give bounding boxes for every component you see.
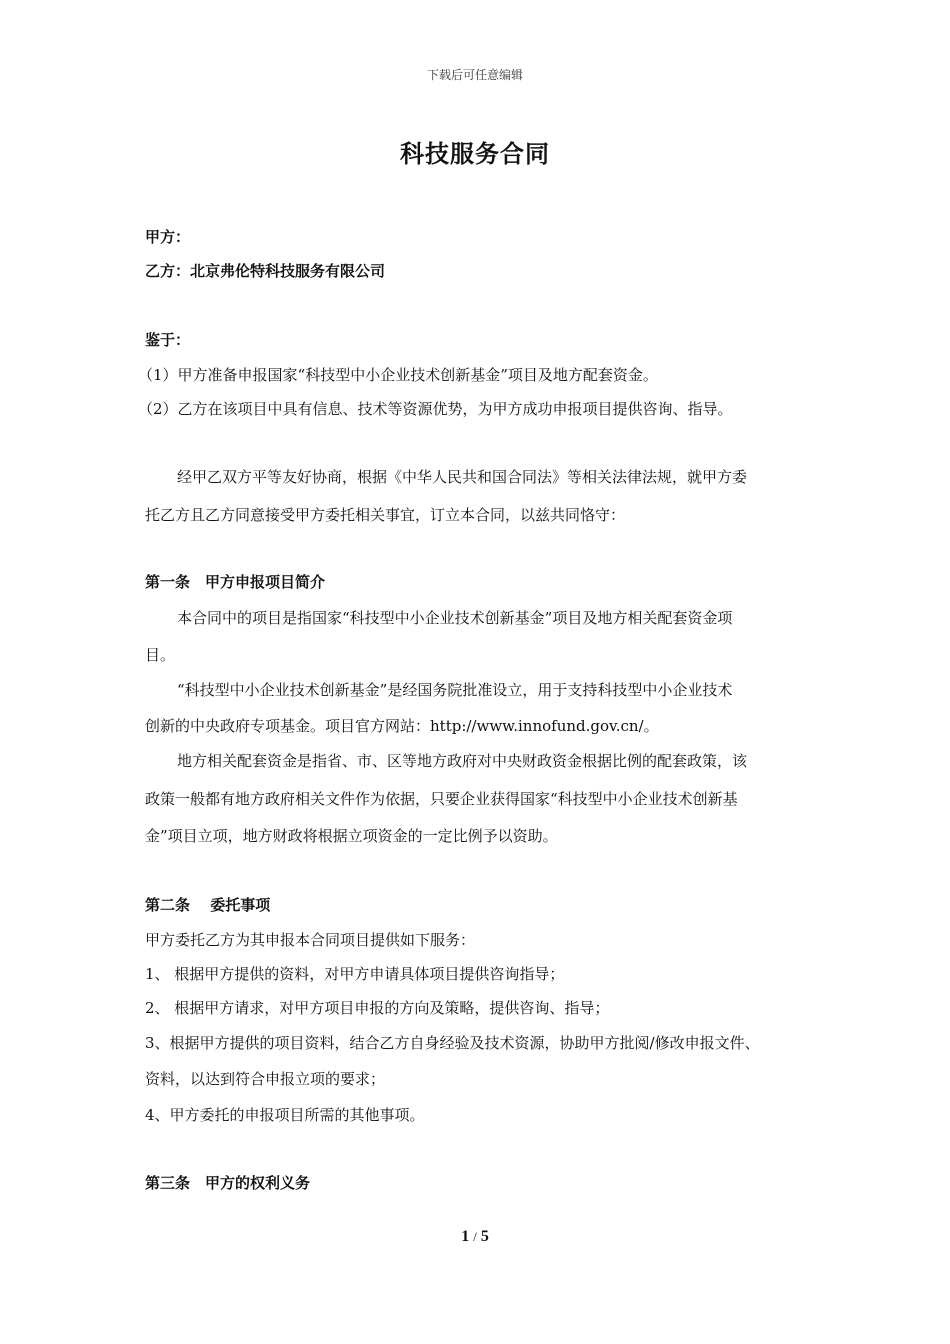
page-separator: / <box>473 1229 477 1244</box>
intro-line-2: 托乙方且乙方同意接受甲方委托相关事宜，订立本合同，以兹共同恪守： <box>145 506 626 524</box>
article-3-heading: 第三条 甲方的权利义务 <box>145 1174 311 1192</box>
article-1-heading: 第一条 甲方申报项目简介 <box>145 573 326 591</box>
party-a-label: 甲方： <box>145 228 191 246</box>
whereas-heading: 鉴于： <box>145 331 191 349</box>
article-1-p3-line-1: 地方相关配套资金是指省、市、区等地方政府对中央财政资金根据比例的配套政策，该 <box>177 752 748 770</box>
article-2-item-4: 4、甲方委托的申报项目所需的其他事项。 <box>145 1106 425 1124</box>
current-page: 1 <box>461 1228 470 1245</box>
article-2-lead: 甲方委托乙方为其申报本合同项目提供如下服务： <box>145 931 476 949</box>
article-1-p1-line-1: 本合同中的项目是指国家“科技型中小企业技术创新基金”项目及地方相关配套资金项 <box>177 609 733 627</box>
party-b-label: 乙方：北京弗伦特科技服务有限公司 <box>145 262 386 280</box>
article-1-p3-line-3: 金”项目立项，地方财政将根据立项资金的一定比例予以资助。 <box>145 827 558 845</box>
page-header: 下载后可任意编辑 <box>426 68 523 82</box>
article-2-item-3-line-2: 资料，以达到符合申报立项的要求； <box>145 1070 386 1088</box>
article-2-heading: 第二条 委托事项 <box>145 896 271 914</box>
article-2-item-2: 2、 根据甲方请求，对甲方项目申报的方向及策略，提供咨询、指导； <box>145 999 610 1017</box>
page-number <box>0 1228 950 1246</box>
article-2-item-1: 1、 根据甲方提供的资料，对甲方申请具体项目提供咨询指导； <box>145 965 565 983</box>
article-1-p1-line-2: 目。 <box>145 646 176 664</box>
whereas-item-1: （1）甲方准备申报国家“科技型中小企业技术创新基金”项目及地方配套资金。 <box>138 366 658 384</box>
total-pages: 5 <box>480 1228 489 1245</box>
document-title: 科技服务合同 <box>400 140 550 168</box>
whereas-item-2: （2）乙方在该项目中具有信息、技术等资源优势，为甲方成功申报项目提供咨询、指导。 <box>138 400 733 418</box>
article-1-p3-line-2: 政策一般都有地方政府相关文件作为依据，只要企业获得国家“科技型中小企业技术创新基 <box>145 790 738 808</box>
article-2-item-3-line-1: 3、根据甲方提供的项目资料，结合乙方自身经验及技术资源，协助甲方批阅/修改申报文件、 <box>145 1034 760 1052</box>
article-1-p2-line-2: 创新的中央政府专项基金。项目官方网站：http://www.innofund.gov.cn/。 <box>145 717 659 735</box>
article-1-p2-line-1: “科技型中小企业技术创新基金”是经国务院批准设立，用于支持科技型中小企业技术 <box>177 681 733 699</box>
intro-line-1: 经甲乙双方平等友好协商，根据《中华人民共和国合同法》等相关法律法规，就甲方委 <box>177 468 748 486</box>
